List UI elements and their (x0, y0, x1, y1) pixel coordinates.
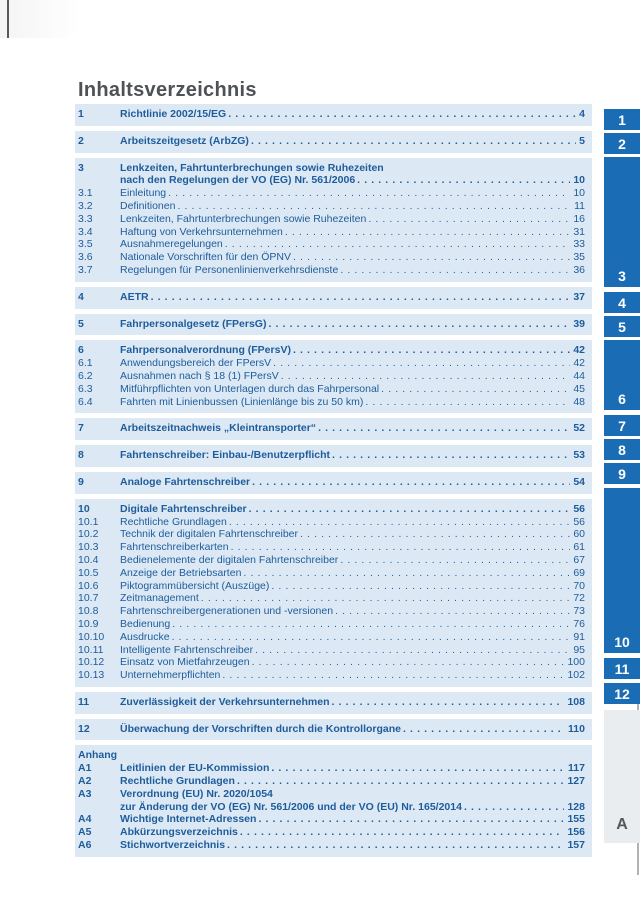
toc-entry (78, 200, 585, 213)
dot-leader (273, 357, 570, 370)
dot-leader (255, 644, 570, 657)
entry-page: 16 (573, 212, 585, 225)
toc-block-chapter-2 (75, 131, 592, 153)
entry-title: Ausnahmeregelungen (120, 238, 223, 251)
entry-page: 10 (573, 187, 585, 200)
entry-number: A5 (78, 826, 92, 839)
entry-title: Einsatz von Mietfahrzeugen (120, 656, 250, 669)
entry-title: Intelligente Fahrtenschreiber (120, 643, 254, 656)
entry-page: 39 (573, 317, 585, 330)
entry-page: 69 (573, 566, 585, 579)
dot-leader (335, 605, 570, 618)
entry-page: 127 (567, 775, 585, 788)
entry-number: 10.6 (78, 579, 99, 592)
entry-number: 3.3 (78, 212, 93, 225)
toc-entry (78, 396, 585, 409)
entry-title: Definitionen (120, 199, 176, 212)
dot-leader (251, 135, 576, 148)
thumb-tab-label: 10 (614, 634, 630, 650)
entry-number: A1 (78, 762, 92, 775)
entry-number: 10.8 (78, 605, 99, 618)
dot-leader (252, 656, 565, 669)
thumb-tab-6 (604, 340, 640, 410)
entry-title: Anzeige der Betriebsarten (120, 566, 242, 579)
entry-page: 52 (573, 422, 585, 435)
toc-entry (78, 813, 585, 826)
entry-title: Abkürzungsverzeichnis (120, 826, 238, 839)
entry-number: 10.1 (78, 515, 99, 528)
toc-entry (78, 291, 585, 304)
entry-page: 11 (574, 199, 585, 212)
entry-page: 36 (573, 263, 585, 276)
toc-entry (78, 135, 585, 148)
scan-artifact-left-edge (7, 0, 9, 38)
toc-entry (78, 213, 585, 226)
entry-title: Lenkzeiten, Fahrtunterbrechungen sowie Ruhezeiten (120, 161, 384, 174)
entry-page: 72 (573, 592, 585, 605)
thumb-tab-label: 9 (618, 465, 626, 482)
toc-entry (78, 264, 585, 277)
dot-leader (340, 264, 570, 277)
entry-title: Unternehmerpflichten (120, 669, 221, 682)
entry-title: Fahrpersonalgesetz (FPersG) (120, 317, 267, 330)
entry-page: 91 (573, 630, 585, 643)
entry-title: Nationale Vorschriften für den ÖPNV (120, 251, 292, 264)
entry-page: 61 (573, 541, 585, 554)
entry-page: 56 (573, 502, 585, 515)
thumb-tab-label: 1 (618, 111, 626, 128)
toc-block-chapter-5 (75, 314, 592, 336)
entry-number: 3.2 (78, 199, 93, 212)
dot-leader (227, 839, 564, 852)
entry-page: 70 (573, 579, 585, 592)
entry-page: 108 (567, 695, 585, 708)
entry-title: nach den Regelungen der VO (EG) Nr. 561/2006 (120, 174, 356, 187)
entry-number: 10.5 (78, 566, 99, 579)
entry-title: Ausdrucke (120, 630, 170, 643)
dot-leader (271, 580, 570, 593)
toc-entry (78, 644, 585, 657)
dot-leader (249, 503, 571, 516)
entry-number: 10.10 (78, 630, 105, 643)
toc-entry (78, 370, 585, 383)
toc-entry (78, 318, 585, 331)
entry-number: 10.11 (78, 643, 104, 656)
entry-title: zur Änderung der VO (EG) Nr. 561/2006 und der VO (EU) Nr. 165/2014 (120, 800, 462, 813)
dot-leader (172, 618, 570, 631)
entry-number: 10.4 (78, 553, 99, 566)
entry-title: AETR (120, 290, 149, 303)
toc-entry (78, 449, 585, 462)
entry-title: Richtlinie 2002/15/EG (120, 108, 227, 120)
entry-number: 10 (78, 502, 90, 515)
entry-page: 42 (573, 357, 585, 370)
thumb-tab-label: A (616, 816, 628, 833)
table-of-contents (75, 104, 592, 862)
dot-leader (271, 762, 565, 775)
dot-leader (225, 238, 571, 251)
entry-number: A2 (78, 775, 92, 788)
toc-entry (78, 567, 585, 580)
entry-page: 117 (568, 762, 585, 775)
entry-page: 42 (573, 344, 585, 357)
dot-leader (237, 775, 565, 788)
entry-title: Mitführpflichten von Unterlagen durch das Fahrpersonal (120, 382, 380, 395)
entry-title: Rechtliche Grundlagen (120, 515, 227, 528)
thumb-tab-7 (604, 415, 640, 436)
entry-number: 10.12 (78, 656, 105, 669)
entry-page: 156 (567, 826, 585, 839)
toc-block-chapter-12 (75, 719, 592, 741)
entry-title: Fahrpersonalverordnung (FPersV) (120, 344, 291, 357)
toc-entry (78, 669, 585, 682)
dot-leader (332, 696, 565, 709)
entry-page: 5 (579, 134, 585, 147)
entry-page: 54 (573, 475, 585, 488)
dot-leader (281, 370, 571, 383)
entry-page: 155 (567, 813, 585, 826)
toc-block-chapter-3 (75, 158, 592, 282)
toc-block-chapter-1 (75, 104, 592, 126)
entry-page: 10 (573, 174, 585, 187)
dot-leader (172, 631, 571, 644)
entry-number: 2 (78, 134, 84, 147)
entry-page: 102 (567, 669, 585, 682)
toc-entry (78, 839, 585, 852)
entry-page: 128 (567, 800, 585, 813)
entry-number: 11 (78, 695, 90, 708)
entry-number: 6 (78, 344, 84, 357)
entry-page: 110 (568, 722, 585, 735)
entry-number: A6 (78, 839, 92, 852)
dot-leader (258, 813, 564, 826)
entry-title: Fahrten mit Linienbussen (Linienlänge bis zu 50 km) (120, 395, 364, 408)
entry-title: Arbeitszeitgesetz (ArbZG) (120, 134, 249, 147)
toc-block-anhang (75, 745, 592, 856)
thumb-tab-label: 11 (614, 660, 630, 677)
dot-leader (381, 383, 570, 396)
toc-entry (78, 775, 585, 788)
toc-entry (78, 656, 585, 669)
dot-leader (177, 200, 571, 213)
toc-entry (78, 605, 585, 618)
thumb-tab-8 (604, 439, 640, 460)
scan-artifact-top (0, 0, 80, 38)
toc-entry (78, 762, 585, 775)
entry-number: Anhang (78, 749, 118, 762)
dot-leader (228, 108, 576, 121)
toc-entry (78, 631, 585, 644)
entry-number: 3.1 (78, 187, 93, 200)
entry-number: 7 (78, 422, 84, 435)
toc-entry (78, 357, 585, 370)
entry-number: 6.3 (78, 382, 93, 395)
entry-title: Stichwortverzeichnis (120, 839, 226, 852)
thumb-tab-label: 5 (618, 318, 626, 335)
entry-page: 95 (573, 643, 585, 656)
dot-leader (293, 251, 570, 264)
entry-page: 35 (573, 251, 585, 264)
toc-entry (78, 422, 585, 435)
thumb-tab-label: 6 (618, 391, 626, 407)
entry-title: Technik der digitalen Fahrtenschreiber (120, 528, 299, 541)
entry-title: Regelungen für Personenlinienverkehrsdienste (120, 263, 339, 276)
entry-title: Fahrtenschreibergenerationen und -versionen (120, 605, 334, 618)
toc-block-chapter-10 (75, 499, 592, 687)
entry-number: 3 (78, 161, 84, 174)
toc-block-chapter-4 (75, 287, 592, 309)
thumb-tab-3 (604, 157, 640, 287)
page-title: Inhaltsverzeichnis (78, 79, 257, 101)
thumb-tab-label: 12 (614, 685, 630, 702)
thumb-tab-12 (604, 683, 640, 704)
toc-entry (78, 618, 585, 631)
dot-leader (231, 541, 571, 554)
thumb-tab-label: 3 (618, 268, 626, 284)
entry-title: Rechtliche Grundlagen (120, 775, 235, 788)
entry-title: Lenkzeiten, Fahrtunterbrechungen sowie Ruhezeiten (120, 212, 367, 225)
toc-entry (78, 801, 585, 814)
entry-title: Überwachung der Vorschriften durch die Kontrollorgane (120, 722, 402, 735)
entry-number: 10.7 (78, 592, 99, 605)
thumb-tab-label: 4 (618, 294, 626, 311)
entry-title: Piktogrammübersicht (Auszüge) (120, 579, 270, 592)
entry-number: 10.3 (78, 541, 99, 554)
entry-number: 6.2 (78, 369, 93, 382)
toc-block-chapter-6 (75, 340, 592, 413)
entry-page: 157 (567, 839, 585, 852)
dot-leader (252, 476, 570, 489)
entry-title: Zuverlässigkeit der Verkehrsunternehmen (120, 695, 330, 708)
entry-number: 4 (78, 290, 84, 303)
dot-leader (201, 592, 571, 605)
dot-leader (368, 213, 570, 226)
dot-leader (222, 669, 564, 682)
thumb-tab-anhang (604, 710, 640, 843)
entry-page: 56 (573, 515, 585, 528)
entry-number: 12 (78, 722, 90, 735)
dot-leader (340, 554, 570, 567)
toc-entry (78, 528, 585, 541)
entry-page: 67 (573, 553, 585, 566)
toc-entry (78, 226, 585, 239)
entry-number: 3.4 (78, 225, 93, 238)
entry-page: 37 (573, 290, 585, 303)
dot-leader (300, 528, 570, 541)
toc-entry (78, 251, 585, 264)
entry-page: 4 (579, 108, 585, 120)
entry-number: 9 (78, 475, 84, 488)
entry-title: Wichtige Internet-Adressen (120, 813, 257, 826)
dot-leader (357, 174, 570, 187)
toc-entry (78, 554, 585, 567)
toc-entry (78, 383, 585, 396)
entry-title: Bedienelemente der digitalen Fahrtenschreiber (120, 553, 339, 566)
entry-page: 31 (573, 225, 585, 238)
toc-block-chapter-11 (75, 692, 592, 714)
toc-block-chapter-8 (75, 445, 592, 467)
toc-entry (78, 187, 585, 200)
toc-entry (78, 476, 585, 489)
entry-page: 33 (573, 238, 585, 251)
dot-leader (151, 291, 571, 304)
toc-entry (78, 516, 585, 529)
dot-leader (240, 826, 565, 839)
thumb-tab-label: 8 (618, 441, 626, 458)
entry-title: Arbeitszeitnachweis „Kleintransporter“ (120, 422, 317, 435)
entry-page: 45 (573, 382, 585, 395)
entry-number: A3 (78, 787, 92, 800)
thumb-tab-label: 2 (618, 135, 626, 152)
toc-entry (78, 826, 585, 839)
entry-title: Fahrtenschreiber: Einbau-/Benutzerpflicht (120, 449, 331, 462)
entry-page: 76 (573, 617, 585, 630)
dot-leader (318, 422, 570, 435)
toc-block-chapter-9 (75, 472, 592, 494)
toc-entry (78, 592, 585, 605)
entry-title: Analoge Fahrtenschreiber (120, 475, 251, 488)
entry-title: Digitale Fahrtenschreiber (120, 502, 247, 515)
entry-number: 6.1 (78, 357, 93, 370)
thumb-tab-1 (604, 109, 640, 130)
toc-entry (78, 344, 585, 357)
entry-title: Leitlinien der EU-Kommission (120, 762, 270, 775)
toc-block-chapter-7 (75, 418, 592, 440)
entry-number: A4 (78, 813, 92, 826)
thumb-tab-5 (604, 316, 640, 337)
entry-title: Bedienung (120, 617, 171, 630)
toc-entry (78, 723, 585, 736)
entry-page: 53 (573, 449, 585, 462)
entry-title: Haftung von Verkehrsunternehmen (120, 225, 283, 238)
dot-leader (285, 226, 570, 239)
toc-entry (78, 788, 585, 801)
dot-leader (243, 567, 570, 580)
entry-page: 60 (573, 528, 585, 541)
entry-page: 44 (573, 369, 585, 382)
entry-number: 1 (78, 108, 84, 120)
toc-entry (78, 696, 585, 709)
entry-title: Fahrtenschreiberkarten (120, 541, 229, 554)
entry-title: Anwendungsbereich der FPersV (120, 357, 272, 370)
dot-leader (229, 516, 570, 529)
toc-entry (78, 174, 585, 187)
entry-number: 3.6 (78, 251, 93, 264)
entry-title: Verordnung (EU) Nr. 2020/1054 (120, 787, 273, 800)
thumb-tab-11 (604, 658, 640, 679)
thumb-tab-2 (604, 133, 640, 154)
entry-title: Zeitmanagement (120, 592, 199, 605)
entry-number: 10.2 (78, 528, 99, 541)
toc-entry (78, 108, 585, 121)
entry-title: Ausnahmen nach § 18 (1) FPersV (120, 369, 279, 382)
entry-page: 100 (567, 656, 585, 669)
entry-number: 5 (78, 317, 84, 330)
entry-page: 48 (573, 395, 585, 408)
entry-number: 3.7 (78, 263, 93, 276)
entry-number: 10.9 (78, 617, 99, 630)
toc-entry (78, 749, 585, 762)
entry-number: 8 (78, 449, 84, 462)
toc-entry (78, 503, 585, 516)
toc-entry (78, 238, 585, 251)
dot-leader (168, 187, 570, 200)
dot-leader (365, 396, 570, 409)
dot-leader (268, 318, 570, 331)
thumb-tab-10 (604, 488, 640, 653)
entry-number: 6.4 (78, 395, 93, 408)
dot-leader (464, 801, 565, 814)
toc-entry (78, 541, 585, 554)
entry-page: 73 (573, 605, 585, 618)
entry-title: Einleitung (120, 187, 167, 200)
dot-leader (403, 723, 565, 736)
entry-number: 10.13 (78, 669, 105, 682)
thumb-tab-label: 7 (618, 417, 626, 434)
thumb-tab-4 (604, 292, 640, 313)
dot-leader (332, 449, 570, 462)
dot-leader (293, 344, 570, 357)
toc-entry (78, 162, 585, 175)
entry-number: 3.5 (78, 238, 93, 251)
toc-entry (78, 580, 585, 593)
thumb-tab-9 (604, 463, 640, 484)
